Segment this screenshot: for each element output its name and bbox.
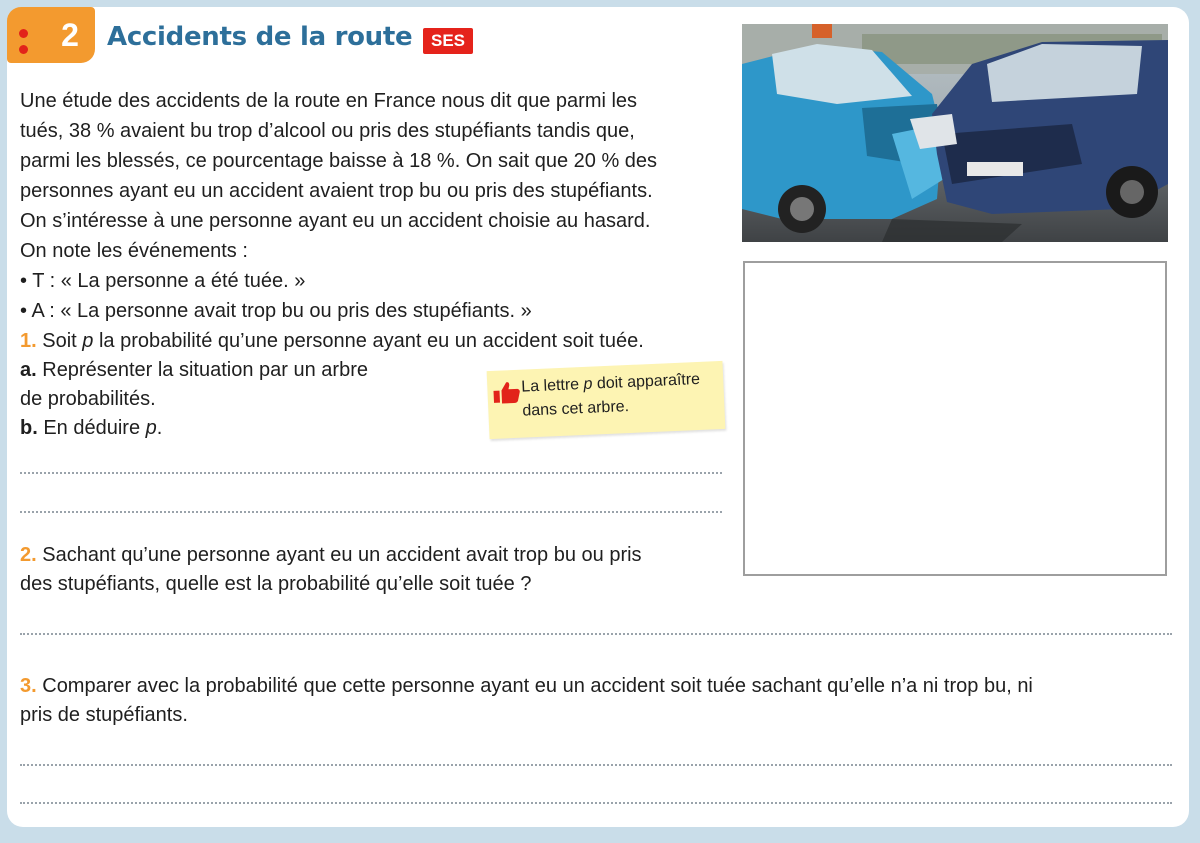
answer-line[interactable] [20,633,1172,635]
tip-text [521,367,723,424]
tip-line: dans cet arbre. [522,398,630,420]
exercise-number-tab [7,7,95,63]
subquestion-text: Représenter la situation par un arbre [36,359,368,381]
question-2 [20,540,642,570]
tree-drawing-area[interactable] [743,261,1167,576]
question-1 [20,326,644,356]
subquestion-text: En déduire [37,417,146,439]
intro-line: On note les événements : [20,240,248,262]
intro-text [20,86,740,326]
question-number: 3. [20,675,37,697]
answer-line[interactable] [20,511,722,513]
intro-line: On s’intéresse à une personne ayant eu un accident choisie au hasard. [20,210,651,232]
question-number: 1. [20,330,37,352]
question-3 [20,671,1033,701]
question-number: 2. [20,544,37,566]
tip-line: doit apparaître [592,370,701,393]
thumbs-up-icon [491,380,522,405]
subquestion-label: a. [20,359,37,381]
intro-line: tués, 38 % avaient bu trop d’alcool ou pris des stupéfiants tandis que, [20,120,635,142]
subquestion-text: de probabilités. [20,388,156,410]
car-accident-photo [742,24,1168,242]
question-3-cont [20,700,188,730]
bullet-dots-icon [19,29,29,61]
question-2-cont [20,569,531,599]
exercise-number: 2 [61,17,79,53]
answer-line[interactable] [20,764,1172,766]
intro-line: parmi les blessés, ce pourcentage baisse à 18 %. On sait que 20 % des [20,150,658,172]
intro-line: • T : « La personne a été tuée. » [20,270,306,292]
variable-p: p [145,417,157,439]
question-text: la probabilité qu’une personne ayant eu un accident soit tuée. [93,330,644,352]
question-text: Soit [36,330,83,352]
intro-line: personnes ayant eu un accident avaient trop bu ou pris des stupéfiants. [20,180,653,202]
intro-line: • A : « La personne avait trop bu ou pris des stupéfiants. » [20,300,532,322]
subquestion-label: b. [20,417,38,439]
question-1b [20,413,162,443]
tip-line: La lettre [520,375,584,396]
question-1a [20,355,368,385]
question-text: des stupéfiants, quelle est la probabilité qu’elle soit tuée ? [20,573,532,595]
intro-line: Une étude des accidents de la route en France nous dit que parmi les [20,90,638,112]
tip-note [487,361,726,439]
question-text: pris de stupéfiants. [20,704,188,726]
variable-p: p [82,330,94,352]
answer-line[interactable] [20,802,1172,804]
question-text: Sachant qu’une personne ayant eu un accident avait trop bu ou pris [36,544,642,566]
subquestion-text: . [156,417,163,439]
answer-line[interactable] [20,472,722,474]
variable-p: p [583,375,593,393]
question-1a-cont [20,384,156,414]
question-text: Comparer avec la probabilité que cette personne ayant eu un accident soit tuée sachant qu’elle n’a ni trop bu, ni [36,675,1033,697]
subject-badge: SES [423,28,473,54]
exercise-title: Accidents de la route [107,22,413,52]
